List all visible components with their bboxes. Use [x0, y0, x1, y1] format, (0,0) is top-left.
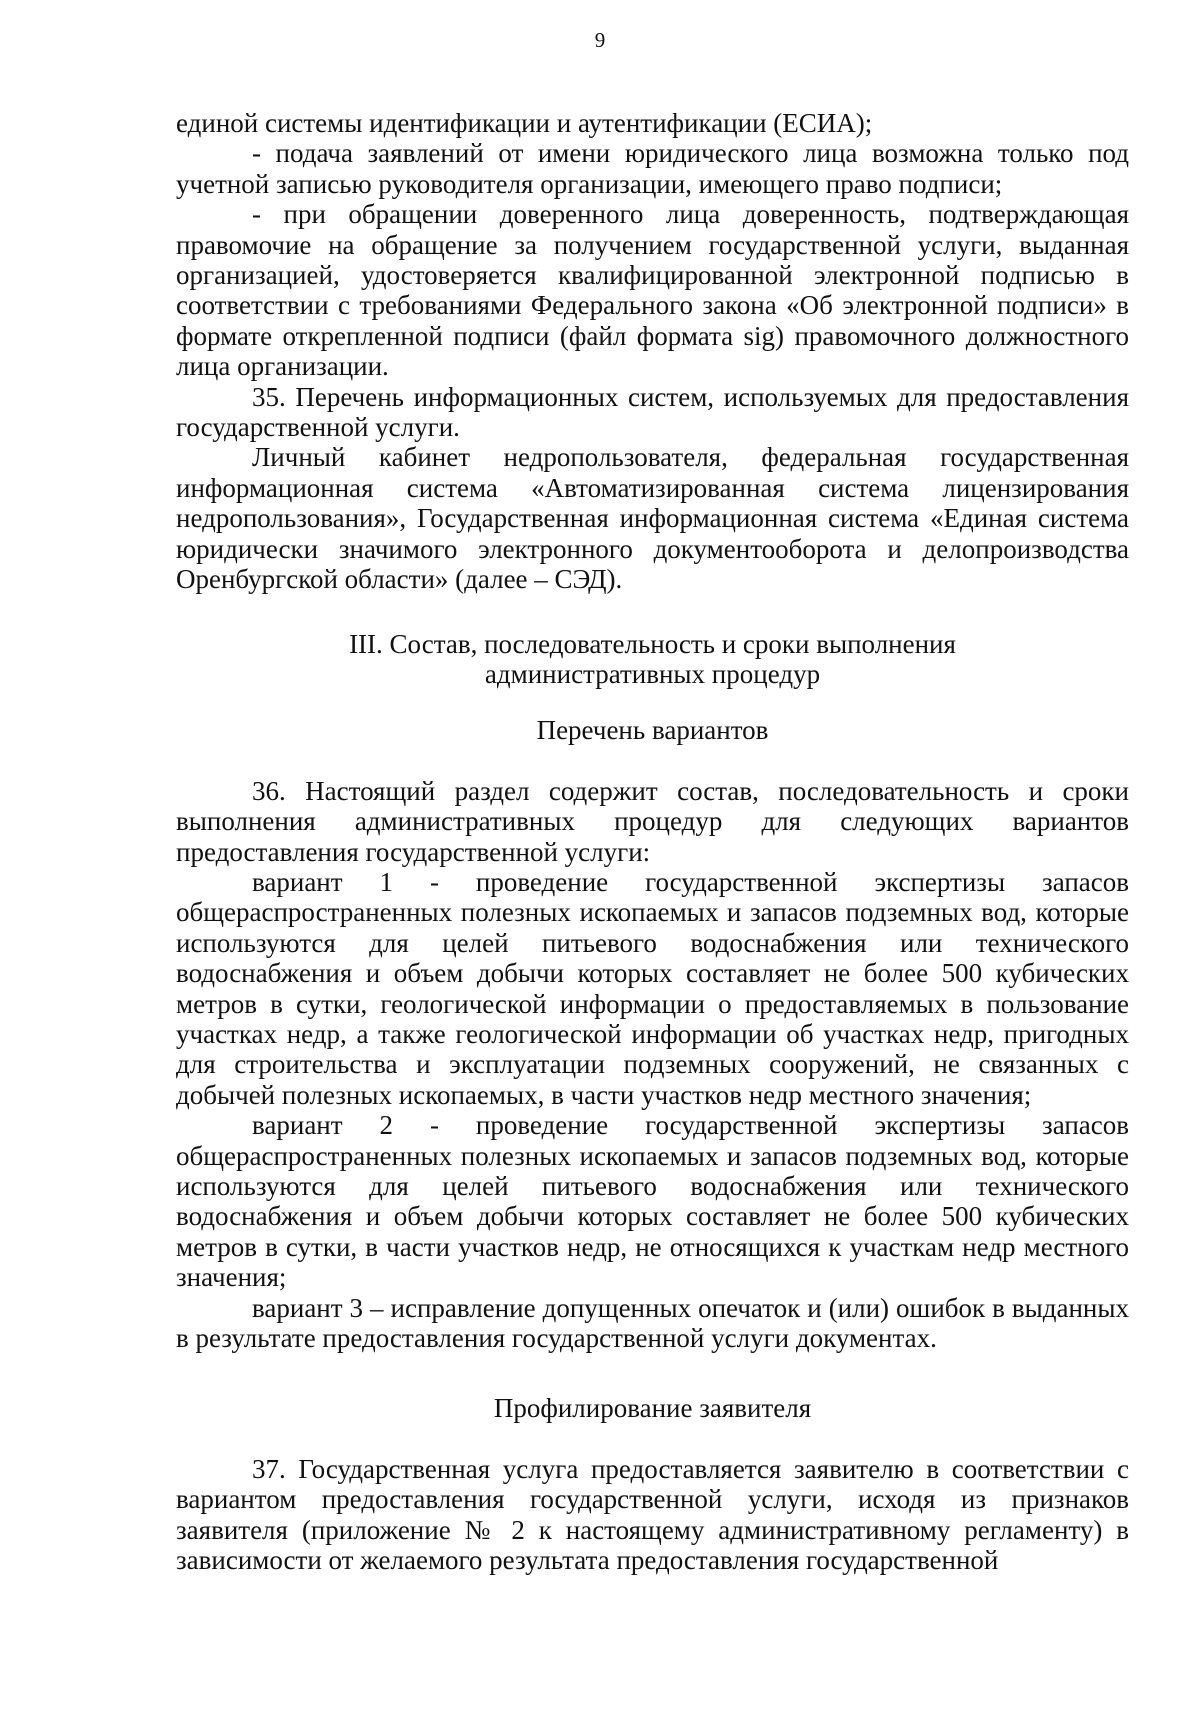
paragraph-37: 37. Государственная услуга предоставляется заявителю в соответствии с вариантом предоставления государственной услуги, исходя из признаков заявителя (приложение № 2 к настоящему административному регламенту) в зависимости от желаемого результата предоставления государственной	[176, 1453, 1129, 1576]
paragraph-variant-3: вариант 3 – исправление допущенных опечаток и (или) ошибок в выданных в результате предоставления государственной услуги документах.	[176, 1292, 1129, 1354]
section-heading-line-2: административных процедур	[484, 658, 821, 689]
paragraph-36: 36. Настоящий раздел содержит состав, последовательность и сроки выполнения административных процедур для следующих вариантов предоставления государственной услуги:	[176, 775, 1129, 867]
subheading-variants: Перечень вариантов	[536, 715, 769, 746]
paragraph-35: 35. Перечень информационных систем, используемых для предоставления государственной услуги.	[176, 381, 1129, 443]
page-number: 9	[594, 28, 606, 52]
section-heading-line-1: III. Состав, последовательность и сроки выполнения	[349, 628, 956, 659]
document-body	[176, 108, 1129, 1575]
paragraph-power-of-attorney: - при обращении доверенного лица доверенность, подтверждающая правомочие на обращение за получением государственной услуги, выданная организацией, удостоверяется квалифицированной электронной подписью в соответствии с требованиями Федерального закона «Об электронной подписи» в формате открепленной подписи (файл формата sig) правомочного должностного лица организации.	[176, 199, 1129, 382]
paragraph-information-systems: Личный кабинет недропользователя, федеральная государственная информационная система «Автоматизированная система лицензирования недропользования», Государственная информационная система «Единая система юридически значимого электронного документооборота и делопроизводства Оренбургской области» (далее – СЭД).	[176, 442, 1129, 595]
paragraph-variant-1: вариант 1 - проведение государственной экспертизы запасов общераспространенных полезных ископаемых и запасов подземных вод, которые используются для целей питьевого водоснабжения или технического водоснабжения и объем добычи которых составляет не более 500 кубических метров в сутки, геологической информации о предоставляемых в пользование участках недр, а также геологической информации об участках недр, пригодных для строительства и эксплуатации подземных сооружений, не связанных с добычей полезных ископаемых, в части участков недр местного значения;	[176, 866, 1129, 1110]
subheading-profiling: Профилирование заявителя	[493, 1393, 812, 1424]
paragraph-esia-end: единой системы идентификации и аутентификации (ЕСИА);	[176, 108, 873, 138]
paragraph-variant-2: вариант 2 - проведение государственной экспертизы запасов общераспространенных полезных ископаемых и запасов подземных вод, которые используются для целей питьевого водоснабжения или технического водоснабжения и объем добычи которых составляет не более 500 кубических метров в сутки, в части участков недр, не относящихся к участкам недр местного значения;	[176, 1110, 1129, 1293]
section-heading	[176, 629, 1129, 690]
paragraph-legal-entity: - подача заявлений от имени юридического лица возможна только под учетной записью руководителя организации, имеющего право подписи;	[176, 138, 1129, 199]
